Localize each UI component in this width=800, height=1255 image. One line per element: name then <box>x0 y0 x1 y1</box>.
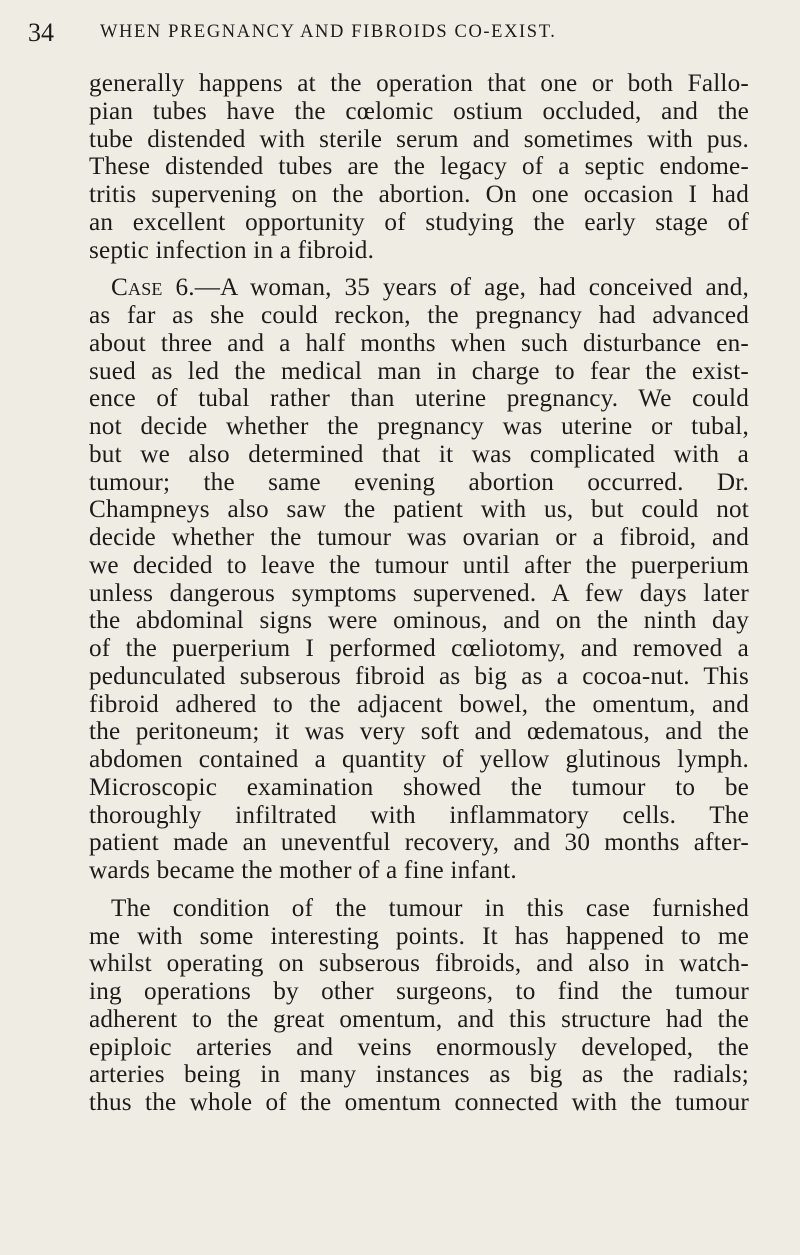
text-line: thus the whole of the omentum connected with the tumour <box>89 1089 749 1116</box>
text-line: not decide whether the pregnancy was uterine or tubal, <box>89 413 749 440</box>
text-line: tumour; the same evening abortion occurred. Dr. <box>89 468 749 496</box>
text-line: the abdominal signs were ominous, and on the ninth day <box>89 607 749 635</box>
running-head <box>28 18 748 54</box>
paragraph <box>89 274 749 885</box>
text-line: but we also determined that it was complicated with a <box>89 440 749 468</box>
text-line: me with some interesting points. It has happened to me <box>89 922 749 950</box>
text-line: patient made an uneventful recovery, and 30 months after- <box>89 829 749 857</box>
text-line: generally happens at the operation that one or both Fallo- <box>89 70 749 97</box>
text-line: an excellent opportunity of studying the early stage of <box>89 208 749 236</box>
text-line: unless dangerous symptoms supervened. A few days later <box>89 579 749 607</box>
text-line: as far as she could reckon, the pregnancy had advanced <box>89 302 749 329</box>
text-line: tube distended with sterile serum and sometimes with pus. <box>89 125 749 153</box>
text-line: abdomen contained a quantity of yellow glutinous lymph. <box>89 746 749 773</box>
text-line: ing operations by other surgeons, to find the tumour <box>89 978 749 1005</box>
case-label: Case <box>111 274 163 302</box>
text-line: arteries being in many instances as big as the radials; <box>89 1061 749 1089</box>
text-line: decide whether the tumour was ovarian or a fibroid, and <box>89 524 749 551</box>
text-line: we decided to leave the tumour until after the puerperium <box>89 551 749 579</box>
text-line: Champneys also saw the patient with us, but could not <box>89 496 749 524</box>
text-line: These distended tubes are the legacy of a septic endome- <box>89 153 749 181</box>
body-text <box>89 70 749 1127</box>
text-line: pian tubes have the cœlomic ostium occluded, and the <box>89 97 749 125</box>
text-line: The condition of the tumour in this case furnished <box>111 894 749 922</box>
text-line: thoroughly infiltrated with inflammatory cells. The <box>89 801 749 829</box>
paragraph <box>89 895 749 1117</box>
page-number: 34 <box>28 18 54 47</box>
text-line: Microscopic examination showed the tumour to be <box>89 773 749 801</box>
text-line: whilst operating on subserous fibroids, and also in watch- <box>89 950 749 978</box>
text-line: Case 6.—A woman, 35 years of age, had conceived and, <box>111 274 749 302</box>
running-head-title: WHEN PREGNANCY AND FIBROIDS CO-EXIST. <box>100 22 557 42</box>
text-line: adherent to the great omentum, and this structure had the <box>89 1005 749 1033</box>
paragraph <box>89 70 749 264</box>
text-line: sued as led the medical man in charge to fear the exist- <box>89 357 749 385</box>
text-line: of the puerperium I performed cœliotomy, and removed a <box>89 635 749 662</box>
text-line: wards became the mother of a fine infant. <box>89 857 517 884</box>
text-line: epiploic arteries and veins enormously developed, the <box>89 1033 749 1061</box>
text-line: septic infection in a fibroid. <box>89 236 375 264</box>
text-line: fibroid adhered to the adjacent bowel, the omentum, and <box>89 690 749 718</box>
text-line: the peritoneum; it was very soft and œdematous, and the <box>89 718 749 746</box>
text-line: pedunculated subserous fibroid as big as a cocoa-nut. This <box>89 662 749 690</box>
text-line: about three and a half months when such disturbance en- <box>89 329 749 357</box>
text-line: tritis supervening on the abortion. On one occasion I had <box>89 181 749 208</box>
text-line: ence of tubal rather than uterine pregnancy. We could <box>89 385 749 413</box>
